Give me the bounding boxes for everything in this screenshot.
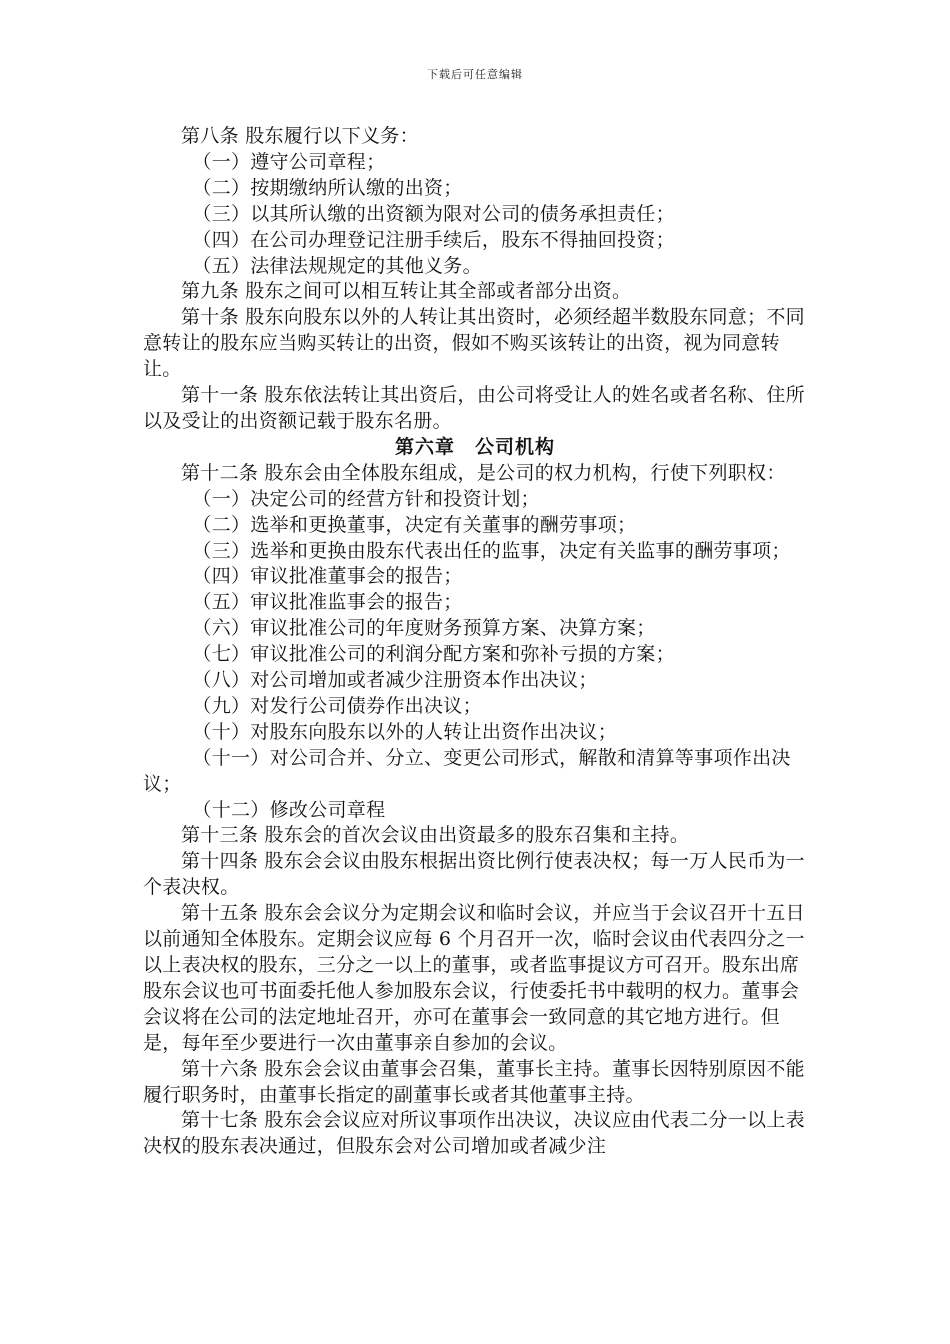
list-item: （四）审议批准董事会的报告；	[192, 565, 463, 588]
article-9: 第九条 股东之间可以相互转让其全部或者部分出资。	[181, 280, 632, 303]
list-item: （五）法律法规规定的其他义务。	[192, 254, 482, 277]
list-item: （三）以其所认缴的出资额为限对公司的债务承担责任；	[192, 202, 675, 225]
document-body	[143, 124, 807, 1160]
article-17: 第十七条 股东会会议应对所议事项作出决议，决议应由代表二分一以上表决权的股东表决通过，但股东会对公司增加或者减少注	[143, 1109, 805, 1158]
list-item: （十）对股东向股东以外的人转让出资作出决议；	[192, 720, 617, 743]
article-14: 第十四条 股东会会议由股东根据出资比例行使表决权；每一万人民币为一个表决权。	[143, 850, 805, 899]
list-item: （九）对发行公司债券作出决议；	[192, 694, 482, 717]
list-item: （二）按期缴纳所认缴的出资；	[192, 176, 463, 199]
list-item: （十二）修改公司章程	[192, 798, 386, 821]
list-item: （一）决定公司的经营方针和投资计划；	[192, 487, 540, 510]
list-item: （一）遵守公司章程；	[192, 150, 386, 173]
list-item: （二）选举和更换董事，决定有关董事的酬劳事项；	[192, 513, 637, 536]
list-item: （八）对公司增加或者减少注册资本作出决议；	[192, 669, 598, 692]
list-item: （三）选举和更换由股东代表出任的监事，决定有关监事的酬劳事项；	[192, 539, 791, 562]
chapter-heading: 第六章 公司机构	[394, 435, 555, 458]
list-item: （十一）对公司合并、分立、变更公司形式，解散和清算等事项作出决议；	[143, 746, 791, 795]
list-item: （五）审议批准监事会的报告；	[192, 591, 463, 614]
article-10: 第十条 股东向股东以外的人转让其出资时，必须经超半数股东同意；不同意转让的股东应当购买转让的出资，假如不购买该转让的出资，视为同意转让。	[143, 306, 805, 381]
list-item: （四）在公司办理登记注册手续后，股东不得抽回投资；	[192, 228, 675, 251]
article-8: 第八条 股东履行以下义务：	[181, 125, 419, 147]
article-12: 第十二条 股东会由全体股东组成，是公司的权力机构，行使下列职权：	[181, 461, 786, 484]
article-16: 第十六条 股东会会议由董事会召集，董事长主持。董事长因特别原因不能履行职务时，由董事长指定的副董事长或者其他董事主持。	[143, 1057, 805, 1106]
article-15: 第十五条 股东会会议分为定期会议和临时会议，并应当于会议召开十五日以前通知全体股东。定期会议应每 6 个月召开一次，临时会议由代表四分之一以上表决权的股东，三分之一以上的董事，或者监事提议方可召开。股东出席股东会议也可书面委托他人参加股东会议，行使委托书中载明的权力。董事会会议将在公司的法定地址召开，亦可在董事会一致同意的其它地方进行。但是，每年至少要进行一次由董事亲自参加的会议。	[143, 902, 805, 1054]
article-13: 第十三条 股东会的首次会议由出资最多的股东召集和主持。	[181, 824, 690, 847]
page-header: 下载后可任意编辑	[427, 68, 523, 81]
list-item: （六）审议批准公司的年度财务预算方案、决算方案；	[192, 617, 656, 640]
article-11: 第十一条 股东依法转让其出资后，由公司将受让人的姓名或者名称、住所以及受让的出资额记载于股东名册。	[143, 384, 805, 432]
list-item: （七）审议批准公司的利润分配方案和弥补亏损的方案；	[192, 643, 675, 666]
